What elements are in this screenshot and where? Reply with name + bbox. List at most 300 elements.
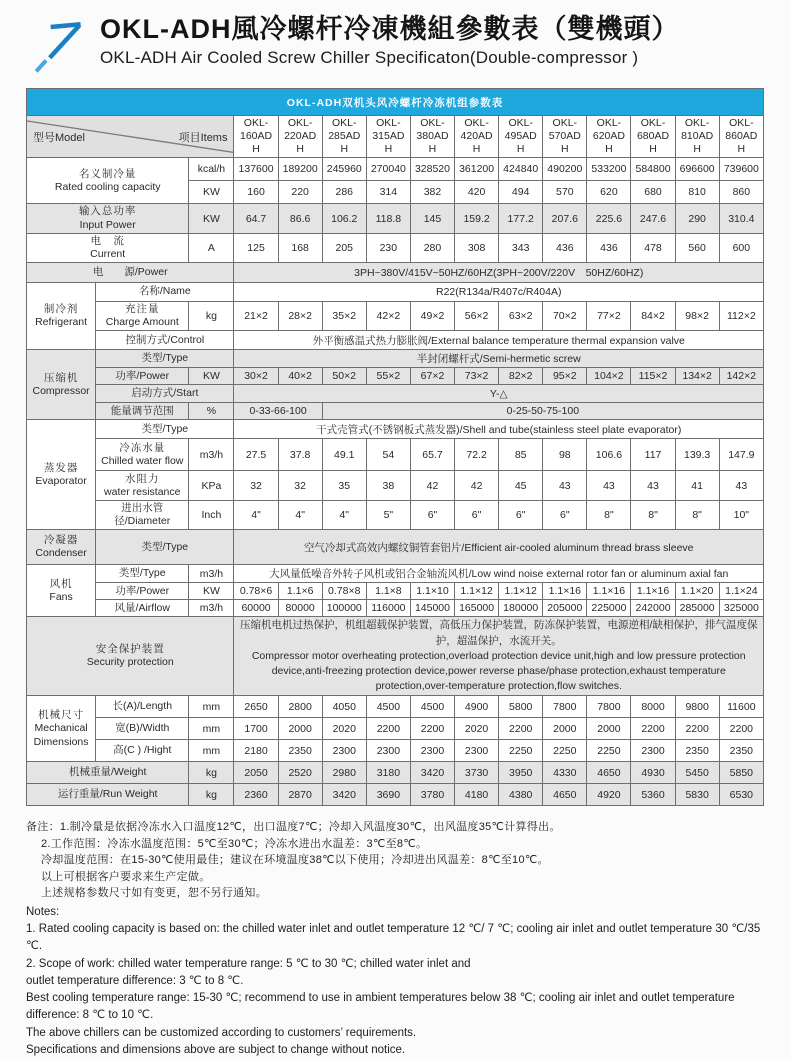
spec-value-cell: 4" xyxy=(234,501,278,530)
weight-label: 机械重量/Weight xyxy=(27,762,189,784)
model-column-header: OKL-680ADH xyxy=(631,116,675,158)
row-security-protection xyxy=(27,617,764,696)
note-en-line: Specifications and dimensions above are subject to change without notice. xyxy=(26,1043,406,1056)
spec-value-cell: 2180 xyxy=(234,740,278,762)
spec-value-cell: 64.7 xyxy=(234,204,278,233)
spec-value-cell: 2000 xyxy=(278,718,322,740)
dimensions-group-label: 机械尺寸 Mechanical Dimensions xyxy=(27,696,96,762)
spec-value-cell: 2200 xyxy=(410,718,454,740)
spec-value-cell: 43 xyxy=(543,471,587,501)
spec-value-cell: 3420 xyxy=(410,762,454,784)
spec-value-cell: 680 xyxy=(631,181,675,204)
spec-value-cell: 54 xyxy=(366,439,410,471)
spec-value-cell: 245960 xyxy=(322,158,366,181)
spec-value-cell: 43 xyxy=(719,471,763,501)
model-column-header: OKL-420ADH xyxy=(455,116,499,158)
spec-value-cell: 242000 xyxy=(631,600,675,617)
spec-value-cell: 21×2 xyxy=(234,301,278,330)
spec-value-cell: 2800 xyxy=(278,696,322,718)
spec-value-cell: 1.1×12 xyxy=(499,583,543,600)
spec-value-cell: 1.1×10 xyxy=(410,583,454,600)
model-column-header: OKL-570ADH xyxy=(543,116,587,158)
spec-value-cell: 2200 xyxy=(675,718,719,740)
note-en-line: Notes: xyxy=(26,905,60,918)
spec-value-cell: 160 xyxy=(234,181,278,204)
spec-value-cell: 139.3 xyxy=(675,439,719,471)
spec-value-cell: 2250 xyxy=(499,740,543,762)
row-refrigerant-name xyxy=(27,282,764,301)
energy-range-value-2: 0-25-50-75-100 xyxy=(322,403,763,420)
spec-value-cell: 600 xyxy=(719,233,763,262)
spec-value-cell: 38 xyxy=(366,471,410,501)
spec-value-cell: 225000 xyxy=(587,600,631,617)
spec-value-cell: 5450 xyxy=(675,762,719,784)
spec-value-cell: 286 xyxy=(322,181,366,204)
spec-value-cell: 230 xyxy=(366,233,410,262)
spec-value-cell: 310.4 xyxy=(719,204,763,233)
note-en-line: Best cooling temperature range: 15-30 ℃; recommend to use in ambient temperatures below 38 ℃; cooling air inlet and outlet temperature difference: 8 ℃ to 10 ℃. xyxy=(26,992,735,1022)
spec-value-cell: 60000 xyxy=(234,600,278,617)
unit-kw: KW xyxy=(189,368,234,385)
spec-value-cell: 82×2 xyxy=(499,368,543,385)
spec-value-cell: 104×2 xyxy=(587,368,631,385)
width-label: 宽(B)/Width xyxy=(96,718,189,740)
spec-value-cell: 1.1×16 xyxy=(543,583,587,600)
unit-kw: KW xyxy=(189,583,234,600)
height-label: 高(C ) /Hight xyxy=(96,740,189,762)
control-label: 控制方式/Control xyxy=(96,331,234,350)
unit-percent: % xyxy=(189,403,234,420)
run-weight-label: 运行重量/Run Weight xyxy=(27,784,189,806)
model-column-header: OKL-160ADH xyxy=(234,116,278,158)
spec-value-cell: 30×2 xyxy=(234,368,278,385)
spec-value-cell: 207.6 xyxy=(543,204,587,233)
spec-value-cell: 570 xyxy=(543,181,587,204)
spec-value-cell: 2200 xyxy=(366,718,410,740)
spec-value-cell: 5360 xyxy=(631,784,675,806)
spec-value-cell: 7800 xyxy=(587,696,631,718)
spec-value-cell: 4" xyxy=(322,501,366,530)
spec-value-cell: 620 xyxy=(587,181,631,204)
spec-value-cell: 584800 xyxy=(631,158,675,181)
spec-value-cell: 72.2 xyxy=(455,439,499,471)
row-input-power xyxy=(27,204,764,233)
spec-value-cell: 2020 xyxy=(455,718,499,740)
spec-value-cell: 4500 xyxy=(410,696,454,718)
note-en-line: outlet temperature difference: 3 ℃ to 8 ℃. xyxy=(26,974,244,987)
model-column-header: OKL-860ADH xyxy=(719,116,763,158)
model-column-header: OKL-810ADH xyxy=(675,116,719,158)
evaporator-group-label: 蒸发器 Evaporator xyxy=(27,420,96,530)
unit-m3h: m3/h xyxy=(189,565,234,583)
spec-value-cell: 328520 xyxy=(410,158,454,181)
spec-value-cell: 55×2 xyxy=(366,368,410,385)
spec-value-cell: 0.78×6 xyxy=(234,583,278,600)
note-en-line: 2. Scope of work: chilled water temperature range: 5 ℃ to 30 ℃; chilled water inlet and xyxy=(26,957,471,970)
model-column-header: OKL-285ADH xyxy=(322,116,366,158)
spec-value-cell: 65.7 xyxy=(410,439,454,471)
row-water-resistance xyxy=(27,471,764,501)
spec-value-cell: 11600 xyxy=(719,696,763,718)
spec-value-cell: 159.2 xyxy=(455,204,499,233)
note-en-line: The above chillers can be customized according to customers’ requirements. xyxy=(26,1026,417,1039)
unit-mm: mm xyxy=(189,696,234,718)
condenser-group-label: 冷凝器 Condenser xyxy=(27,530,96,565)
spec-value-cell: 4900 xyxy=(455,696,499,718)
spec-value-cell: 67×2 xyxy=(410,368,454,385)
unit-kw: KW xyxy=(189,204,234,233)
spec-value-cell: 8" xyxy=(675,501,719,530)
spec-value-cell: 8000 xyxy=(631,696,675,718)
unit-kw: KW xyxy=(189,181,234,204)
refrigerant-name-value: R22(R134a/R407c/R404A) xyxy=(234,282,764,301)
spec-value-cell: 2650 xyxy=(234,696,278,718)
spec-value-cell: 8" xyxy=(587,501,631,530)
spec-value-cell: 5800 xyxy=(499,696,543,718)
spec-value-cell: 285000 xyxy=(675,600,719,617)
spec-value-cell: 45 xyxy=(499,471,543,501)
notes-english-block xyxy=(26,904,764,1059)
evaporator-type-value: 干式壳管式(不锈钢板式蒸发器)/Shell and tube(stainless steel plate evaporator) xyxy=(234,420,764,439)
spec-value-cell: 42 xyxy=(455,471,499,501)
spec-value-cell: 43 xyxy=(631,471,675,501)
spec-value-cell: 2350 xyxy=(278,740,322,762)
spec-value-cell: 2360 xyxy=(234,784,278,806)
spec-value-cell: 2300 xyxy=(366,740,410,762)
unit-kpa: KPa xyxy=(189,471,234,501)
model-column-header: OKL-620ADH xyxy=(587,116,631,158)
spec-value-cell: 205 xyxy=(322,233,366,262)
note-zh-line: 冷却温度范围：在15-30℃使用最佳；建议在环境温度38℃以下使用；冷却进出风温差：8℃至10℃。 xyxy=(41,854,549,867)
spec-value-cell: 739600 xyxy=(719,158,763,181)
model-column-header: OKL-495ADH xyxy=(499,116,543,158)
spec-value-cell: 118.8 xyxy=(366,204,410,233)
spec-value-cell: 7800 xyxy=(543,696,587,718)
spec-value-cell: 6" xyxy=(455,501,499,530)
spec-value-cell: 84×2 xyxy=(631,301,675,330)
spec-value-cell: 3690 xyxy=(366,784,410,806)
energy-range-label: 能量调节范围 xyxy=(96,403,189,420)
evaporator-type-label: 类型/Type xyxy=(96,420,234,439)
spec-value-cell: 42×2 xyxy=(366,301,410,330)
row-length xyxy=(27,696,764,718)
spec-value-cell: 77×2 xyxy=(587,301,631,330)
row-fans-airflow xyxy=(27,600,764,617)
spec-value-cell: 9800 xyxy=(675,696,719,718)
spec-value-cell: 145 xyxy=(410,204,454,233)
spec-value-cell: 106.6 xyxy=(587,439,631,471)
row-current xyxy=(27,233,764,262)
row-pipe-diameter xyxy=(27,501,764,530)
spec-value-cell: 137600 xyxy=(234,158,278,181)
spec-value-cell: 2050 xyxy=(234,762,278,784)
spec-value-cell: 35×2 xyxy=(322,301,366,330)
spec-value-cell: 50×2 xyxy=(322,368,366,385)
spec-value-cell: 56×2 xyxy=(455,301,499,330)
spec-value-cell: 180000 xyxy=(499,600,543,617)
model-column-header: OKL-380ADH xyxy=(410,116,454,158)
compressor-power-label: 功率/Power xyxy=(96,368,189,385)
spec-value-cell: 1.1×24 xyxy=(719,583,763,600)
spec-value-cell: 424840 xyxy=(499,158,543,181)
row-condenser-type xyxy=(27,530,764,565)
row-refrigerant-control xyxy=(27,331,764,350)
compressor-type-label: 类型/Type xyxy=(96,350,234,368)
spec-value-cell: 112×2 xyxy=(719,301,763,330)
cooling-capacity-label: 名义制冷量 Rated cooling capacity xyxy=(27,158,189,204)
spec-value-cell: 27.5 xyxy=(234,439,278,471)
unit-m3h: m3/h xyxy=(189,439,234,471)
spec-value-cell: 4180 xyxy=(455,784,499,806)
spec-value-cell: 8" xyxy=(631,501,675,530)
spec-value-cell: 2980 xyxy=(322,762,366,784)
page-subtitle: OKL-ADH Air Cooled Screw Chiller Specificaton(Double-compressor ) xyxy=(100,48,639,68)
spec-value-cell: 73×2 xyxy=(455,368,499,385)
table-banner: OKL-ADH双机头风冷螺杆冷冻机组参数表 xyxy=(27,89,764,116)
spec-value-cell: 147.9 xyxy=(719,439,763,471)
refrigerant-name-label: 名称/Name xyxy=(96,282,234,301)
spec-value-cell: 2300 xyxy=(631,740,675,762)
note-zh-line: 2.工作范围：冷冻水温度范围：5℃至30℃；冷冻水进出水温差：3℃至8℃。 xyxy=(41,837,428,850)
spec-value-cell: 85 xyxy=(499,439,543,471)
row-run-weight xyxy=(27,784,764,806)
spec-value-cell: 4" xyxy=(278,501,322,530)
spec-value-cell: 125 xyxy=(234,233,278,262)
spec-value-cell: 49.1 xyxy=(322,439,366,471)
spec-value-cell: 42 xyxy=(410,471,454,501)
spec-value-cell: 116000 xyxy=(366,600,410,617)
spec-value-cell: 220 xyxy=(278,181,322,204)
spec-value-cell: 5" xyxy=(366,501,410,530)
security-text-en: Compressor motor overheating protection,overload protection device unit,high and low pressure protection device,anti-freezing protection device,power reverse phase/phase protection,exhaust temperature protection,over-temperature protection,flow switches. xyxy=(251,649,746,693)
spec-value-cell: 225.6 xyxy=(587,204,631,233)
unit-a: A xyxy=(189,233,234,262)
spec-value-cell: 28×2 xyxy=(278,301,322,330)
spec-value-cell: 1.1×16 xyxy=(587,583,631,600)
spec-value-cell: 2350 xyxy=(719,740,763,762)
title-block xyxy=(100,14,679,68)
refrigerant-group-label: 制冷剂 Refrigerant xyxy=(27,282,96,349)
specification-table xyxy=(26,88,764,806)
spec-value-cell: 98×2 xyxy=(675,301,719,330)
spec-value-cell: 177.2 xyxy=(499,204,543,233)
spec-value-cell: 2200 xyxy=(719,718,763,740)
spec-value-cell: 117 xyxy=(631,439,675,471)
security-text-zh: 压缩机电机过热保护，机组超载保护装置，高低压力保护装置，防冻保护装置，电源逆相/缺相保护，排气温度保护，超温保护，水流开关。 xyxy=(240,619,758,647)
row-power-supply xyxy=(27,262,764,282)
spec-value-cell: 2300 xyxy=(322,740,366,762)
spec-value-cell: 6" xyxy=(543,501,587,530)
spec-value-cell: 4930 xyxy=(631,762,675,784)
spec-value-cell: 145000 xyxy=(410,600,454,617)
spec-value-cell: 3420 xyxy=(322,784,366,806)
unit-mm: mm xyxy=(189,740,234,762)
model-column-header: OKL-315ADH xyxy=(366,116,410,158)
spec-value-cell: 1700 xyxy=(234,718,278,740)
length-label: 长(A)/Length xyxy=(96,696,189,718)
condenser-type-label: 类型/Type xyxy=(96,530,234,565)
spec-value-cell: 270040 xyxy=(366,158,410,181)
spec-value-cell: 533200 xyxy=(587,158,631,181)
unit-kcal: kcal/h xyxy=(189,158,234,181)
spec-value-cell: 4920 xyxy=(587,784,631,806)
spec-value-cell: 95×2 xyxy=(543,368,587,385)
note-en-line: 1. Rated cooling capacity is based on: the chilled water inlet and outlet temperature 12 ℃/ 7 ℃; cooling air inlet and outlet temperature 30 ℃/35 ℃. xyxy=(26,923,761,953)
spec-value-cell: 98 xyxy=(543,439,587,471)
fans-airflow-label: 风量/Airflow xyxy=(96,600,189,617)
charge-amount-label: 充注量 Charge Amount xyxy=(96,301,189,330)
water-resistance-label: 水阻力 water resistance xyxy=(96,471,189,501)
spec-value-cell: 32 xyxy=(234,471,278,501)
spec-value-cell: 382 xyxy=(410,181,454,204)
security-protection-label: 安全保护装置 Security protection xyxy=(27,617,234,696)
compressor-type-value: 半封闭螺杆式/Semi-hermetic screw xyxy=(234,350,764,368)
spec-value-cell: 37.8 xyxy=(278,439,322,471)
corner-model-label: 型号Model xyxy=(33,131,85,144)
row-cooling-kcal xyxy=(27,158,764,181)
spec-value-cell: 3950 xyxy=(499,762,543,784)
start-mode-value: Y-△ xyxy=(234,385,764,403)
row-fans-power xyxy=(27,583,764,600)
spec-value-cell: 247.6 xyxy=(631,204,675,233)
spec-value-cell: 4650 xyxy=(587,762,631,784)
spec-value-cell: 1.1×6 xyxy=(278,583,322,600)
spec-value-cell: 43 xyxy=(587,471,631,501)
unit-kg: kg xyxy=(189,784,234,806)
notes-section xyxy=(26,819,764,1059)
spec-value-cell: 106.2 xyxy=(322,204,366,233)
table-banner-row xyxy=(27,89,764,116)
spec-value-cell: 436 xyxy=(543,233,587,262)
model-column-header: OKL-220ADH xyxy=(278,116,322,158)
note-zh-line: 以上可根据客户要求来生产定做。 xyxy=(41,870,211,883)
row-evaporator-type xyxy=(27,420,764,439)
spec-value-cell: 2250 xyxy=(543,740,587,762)
spec-value-cell: 63×2 xyxy=(499,301,543,330)
spec-value-cell: 860 xyxy=(719,181,763,204)
brand-arrow-icon xyxy=(28,18,86,74)
spec-value-cell: 1.1×20 xyxy=(675,583,719,600)
spec-value-cell: 2520 xyxy=(278,762,322,784)
row-weight xyxy=(27,762,764,784)
condenser-type-value: 空气冷却式高效内螺纹铜管套铝片/Efficient air-cooled aluminum thread brass sleeve xyxy=(234,530,764,565)
spec-value-cell: 49×2 xyxy=(410,301,454,330)
spec-value-cell: 4650 xyxy=(543,784,587,806)
spec-value-cell: 2300 xyxy=(455,740,499,762)
fans-type-label: 类型/Type xyxy=(96,565,189,583)
note-zh-line: 备注：1.制冷量是依据冷冻水入口温度12℃，出口温度7℃；冷却入风温度30℃，出风温度35℃计算得出。 xyxy=(26,821,561,834)
corner-items-label: 项目Items xyxy=(178,131,228,144)
page-title: OKL-ADH風冷螺杆冷凍機組參數表（雙機頭） xyxy=(100,14,680,44)
unit-inch: Inch xyxy=(189,501,234,530)
spec-value-cell: 343 xyxy=(499,233,543,262)
control-value: 外平衡感温式热力膨胀阀/External balance temperature thermal expansion valve xyxy=(234,331,764,350)
spec-value-cell: 494 xyxy=(499,181,543,204)
spec-value-cell: 3180 xyxy=(366,762,410,784)
note-zh-line: 上述规格参数尺寸如有变更，恕不另行通知。 xyxy=(41,887,267,900)
unit-kg: kg xyxy=(189,301,234,330)
row-compressor-power xyxy=(27,368,764,385)
spec-value-cell: 0.78×8 xyxy=(322,583,366,600)
spec-value-cell: 86.6 xyxy=(278,204,322,233)
spec-value-cell: 134×2 xyxy=(675,368,719,385)
fans-type-value: 大风量低噪音外转子风机或铝合金轴流风机/Low wind noise external rotor fan or aluminum axial fan xyxy=(234,565,764,583)
spec-value-cell: 696600 xyxy=(675,158,719,181)
row-refrigerant-charge xyxy=(27,301,764,330)
spec-value-cell: 2200 xyxy=(631,718,675,740)
security-protection-text xyxy=(234,617,764,696)
spec-value-cell: 2000 xyxy=(543,718,587,740)
spec-value-cell: 290 xyxy=(675,204,719,233)
model-header-row xyxy=(27,116,764,158)
spec-value-cell: 6" xyxy=(499,501,543,530)
spec-value-cell: 5830 xyxy=(675,784,719,806)
spec-value-cell: 165000 xyxy=(455,600,499,617)
spec-value-cell: 490200 xyxy=(543,158,587,181)
spec-value-cell: 6530 xyxy=(719,784,763,806)
spec-value-cell: 10" xyxy=(719,501,763,530)
spec-value-cell: 4380 xyxy=(499,784,543,806)
spec-value-cell: 32 xyxy=(278,471,322,501)
spec-value-cell: 41 xyxy=(675,471,719,501)
power-supply-label: 电 源/Power xyxy=(27,262,234,282)
spec-value-cell: 314 xyxy=(366,181,410,204)
spec-value-cell: 280 xyxy=(410,233,454,262)
spec-value-cell: 2350 xyxy=(675,740,719,762)
row-chilled-water-flow xyxy=(27,439,764,471)
fans-group-label: 风机 Fans xyxy=(27,565,96,617)
start-mode-label: 启动方式/Start xyxy=(96,385,234,403)
spec-value-cell: 2300 xyxy=(410,740,454,762)
spec-value-cell: 2250 xyxy=(587,740,631,762)
energy-range-value-1: 0-33-66-100 xyxy=(234,403,322,420)
row-compressor-start xyxy=(27,385,764,403)
row-energy-range xyxy=(27,403,764,420)
spec-value-cell: 2020 xyxy=(322,718,366,740)
unit-mm: mm xyxy=(189,718,234,740)
current-label: 电 流 Current xyxy=(27,233,189,262)
pipe-diameter-label: 进出水管径/Diameter xyxy=(96,501,189,530)
spec-value-cell: 4330 xyxy=(543,762,587,784)
spec-value-cell: 420 xyxy=(455,181,499,204)
spec-value-cell: 436 xyxy=(587,233,631,262)
unit-kg: kg xyxy=(189,762,234,784)
row-compressor-type xyxy=(27,350,764,368)
chilled-water-flow-label: 冷冻水量 Chilled water flow xyxy=(96,439,189,471)
row-width xyxy=(27,718,764,740)
compressor-group-label: 压缩机 Compressor xyxy=(27,350,96,420)
spec-value-cell: 4500 xyxy=(366,696,410,718)
spec-value-cell: 40×2 xyxy=(278,368,322,385)
row-height xyxy=(27,740,764,762)
spec-value-cell: 100000 xyxy=(322,600,366,617)
masthead xyxy=(28,14,764,74)
fans-power-label: 功率/Power xyxy=(96,583,189,600)
spec-value-cell: 1.1×8 xyxy=(366,583,410,600)
spec-value-cell: 2000 xyxy=(587,718,631,740)
spec-value-cell: 2200 xyxy=(499,718,543,740)
spec-value-cell: 3780 xyxy=(410,784,454,806)
spec-value-cell: 3730 xyxy=(455,762,499,784)
spec-value-cell: 478 xyxy=(631,233,675,262)
spec-value-cell: 115×2 xyxy=(631,368,675,385)
spec-value-cell: 6" xyxy=(410,501,454,530)
corner-header-cell xyxy=(27,116,234,158)
spec-value-cell: 5850 xyxy=(719,762,763,784)
spec-value-cell: 80000 xyxy=(278,600,322,617)
spec-value-cell: 810 xyxy=(675,181,719,204)
power-supply-value: 3PH~380V/415V~50HZ/60HZ(3PH~200V/220V 50HZ/60HZ) xyxy=(234,262,764,282)
